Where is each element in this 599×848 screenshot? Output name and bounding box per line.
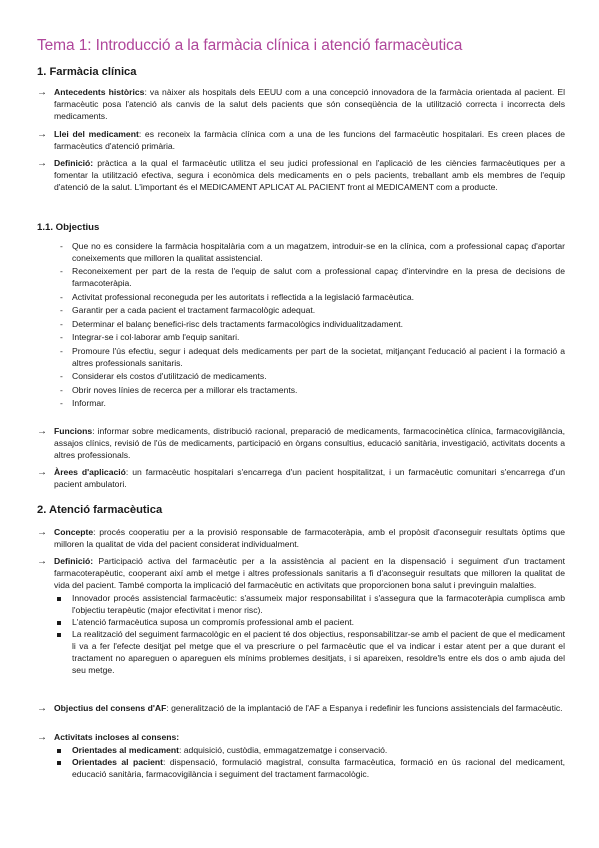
list-item: - Considerar els costos d'utilització de medicaments. [60,371,267,382]
dash-bullet: - [60,332,63,343]
objectives-list [60,241,565,412]
list-item: La realització del seguiment farmacològic en el pacient té dos objectius, responsabilitzar-se amb el pacient de que el medicament li va a fer l'efecte desitjat pel metge que el va prescriure o pel farmacèutic que el va indicar i estar atent per a que durant el tractament no apareguen o apareguen els mínims problemes desitjats, i si apareixen, resoldre'ls entre els dos o amb ajuda del seu metge. [54,629,565,677]
list-item: - Activitat professional reconeguda per les autoritats i reflectida a la legislació farmacèutica. [60,291,415,302]
right-arrow-icon: → [37,426,47,437]
item-label: Activitats incloses al consens: [54,732,180,742]
item-text: Participació activa del farmacèutic per a la assistència al pacient en la dispensació i seguiment d'un tractament farmacoterapèutic, cooperant així amb el metge i altres professionals sanitaris a fi d'aconseguir resultats que milloren la qualitat de vida del pacient. També comporta la implicació del farmacèutic en activitats que proporcionen bona salut i previnguin malalties. [54,556,565,590]
item-text: pràctica a la qual el farmacèutic utilitza el seu judici professional en l'aplicació de les ciències farmacèutiques per a fomentar la utilització efectiva, segura i econòmica dels medicaments en o pels pacients, treballant amb els membres de l'equip d'atenció de la salut. L'important és el MEDICAMENT APLICAT AL PACIENT front al MEDICAMENT com a producte. [54,158,565,192]
item-funcions [37,426,565,462]
section-heading-atencio-farmaceutica: 2. Atenció farmacèutica [37,504,163,516]
item-label: Concepte [54,527,94,537]
item-label: Llei del medicament [54,129,139,139]
right-arrow-icon: → [37,527,47,538]
dash-bullet: - [60,266,63,277]
dash-bullet: - [60,371,63,382]
list-item: - Garantir per a cada pacient el tractament farmacològic adequat. [60,305,316,316]
item-label: Àrees d'aplicació [54,467,126,477]
dash-bullet: - [60,384,63,395]
page-title: Tema 1: Introducció a la farmàcia clínica i atenció farmacèutica [37,37,463,54]
list-item: - Informar. [60,398,106,409]
item-text: : procés cooperatiu per a la provisió responsable de farmacoteràpia, amb el propòsit d'aconseguir resultats òptims que milloren la qualitat de vida del pacient considerat individualment. [54,527,565,549]
square-bullet-icon [57,633,61,637]
definicio-points-list [54,593,565,677]
activitats-list [54,745,565,781]
subsection-heading-objectius: 1.1. Objectius [37,222,100,233]
right-arrow-icon: → [37,87,47,98]
list-item: - Promoure l'ús efectiu, segur i adequat dels medicaments per part de la societat, mitjançant l'educació al pacient i la formació a altres professionals sanitaris. [60,345,565,368]
square-bullet-icon [57,621,61,625]
square-bullet-icon [57,761,61,765]
item-label: Antecedents històrics [54,87,145,97]
item-label: Funcions [54,426,93,436]
item-text: : un farmacèutic hospitalari s'encarrega d'un pacient hospitalitzat, i un farmacèutic comunitari s'encarrega d'un pacient ambulatori. [54,467,565,489]
item-activitats [37,732,565,782]
item-text: : es reconeix la farmàcia clínica com a una de les funcions del farmacèutic hospitalari. Es creen places de farmacèutics d'atenció primària. [54,129,565,151]
right-arrow-icon: → [37,703,47,714]
dash-bullet: - [60,398,63,409]
list-item: Orientades al pacient: dispensació, formulació magistral, consulta farmacèutica, formació en ús racional del medicament, educació sanitària, farmacovigilància i seguiment del tractament farmacològic. [54,757,565,781]
dash-bullet: - [60,305,63,316]
dash-bullet: - [60,291,63,302]
list-item: - Integrar-se i col·laborar amb l'equip sanitari. [60,332,240,343]
item-objectius-consens [37,703,565,715]
right-arrow-icon: → [37,158,47,169]
right-arrow-icon: → [37,732,47,743]
item-concepte [37,527,565,551]
item-antecedents [37,87,565,123]
list-item: - Que no es considere la farmàcia hospitalària com a un magatzem, introduir-se en la clínica, com a professional capaç d'aportar coneixements que milloren la qualitat assistencial. [60,241,565,263]
item-label: Objectius del consens d'AF [54,703,167,713]
item-text: : va nàixer als hospitals dels EEUU com a una concepció innovadora de la farmàcia orientada al pacient. El farmacèutic posa l'atenció als canvis de la salut dels pacients que són conseqüència de la utilització correcta i incorrecta dels medicaments. [54,87,566,121]
list-item: - Determinar el balanç benefici-risc dels tractaments farmacològics individualitzadament. [60,318,404,329]
dash-bullet: - [60,345,63,356]
dash-bullet: - [60,318,63,329]
item-text: : generalització de la implantació de l'AF a Espanya i redefinir les funcions assistencials del farmacèutic. [166,703,563,713]
list-item: L'atenció farmacèutica suposa un compromís professional amb el pacient. [54,617,565,629]
list-item: - Reconeixement per part de la resta de l'equip de salut com a professional capaç d'intervindre en la presa de decisions de farmacoteràpia. [60,266,565,289]
right-arrow-icon: → [37,129,47,140]
item-label: Definició: [54,158,94,168]
right-arrow-icon: → [37,556,47,567]
list-item: - Obrir noves línies de recerca per a millorar els tractaments. [60,384,298,395]
right-arrow-icon: → [37,467,47,478]
item-definicio [37,158,565,194]
section-heading-farmacia-clinica: 1. Farmàcia clínica [37,66,137,78]
list-item: Innovador procés assistencial farmacèutic: s'assumeix major responsabilitat i s'assegura que la farmacoteràpia cumplisca amb l'objectiu terapèutic (major efectivitat i menor risc). [54,593,565,617]
item-text: : informar sobre medicaments, distribució racional, preparació de medicaments, farmacocinètica clínica, farmacovigilància, assajos clínics, revisió de l'ús de medicaments, participació en òrgans consultius, educació sanitària, investigació, activitats docents a altres professionals. [54,426,565,460]
item-llei-medicament [37,129,565,153]
item-definicio-af [37,556,565,678]
item-label: Definició: [54,556,94,566]
item-arees-aplicacio [37,467,565,491]
square-bullet-icon [57,749,61,753]
square-bullet-icon [57,597,61,601]
dash-bullet: - [60,241,63,251]
list-item: Orientades al medicament: adquisició, custòdia, emmagatzematge i conservació. [54,745,565,757]
